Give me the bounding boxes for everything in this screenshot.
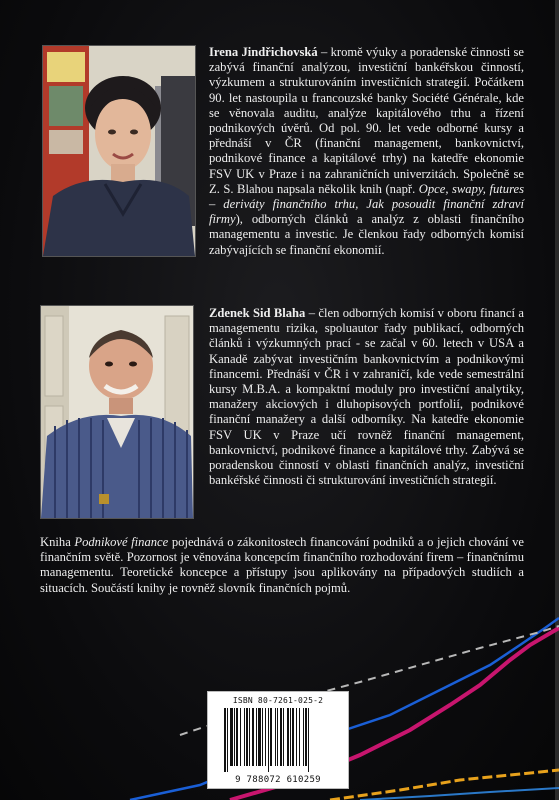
book-title: Podnikové finance — [74, 535, 169, 549]
barcode-bar — [256, 708, 257, 766]
summary-text: Kniha — [40, 535, 75, 549]
barcode-bar — [280, 708, 282, 766]
barcode-bar — [246, 708, 248, 766]
barcode-bar — [234, 708, 235, 766]
author-bio-text: – kromě výuky a poradenské činnosti se zabývá finanční analýzou, investiční bankéřskou činností, výzkumem a strukturováním investičních strategií. Počátkem 90. let nastoupila u francouzské banky Société Générale, kde se věnovala auditu, analýze kapitálového trhu a řízení podnikových úvěrů. Od pol. 90. let vede odborné kursy a přednáší v ČR (finanční management, bankovnictví, podnikové finance a kapitálové trhy) na katedře ekonomie FSV UK v Praze i na zahraničních univerzitách. Společně se Z. S. Blahou napsala několik knih (např. — [209, 45, 524, 196]
ean-barcode — [222, 708, 336, 772]
barcode-bar — [283, 708, 284, 766]
author-bio-blaha — [209, 306, 524, 488]
barcode-bar — [249, 708, 250, 766]
barcode-bar — [265, 708, 266, 766]
barcode-bar — [292, 708, 294, 766]
barcode-bar — [308, 708, 309, 772]
author-name: Zdenek Sid Blaha — [209, 306, 306, 320]
barcode-bar — [258, 708, 261, 766]
author-bio-text-end: ), odborných článků a analýz z oblasti finančního managementu a investic. Je členkou řady odborných komisí zabývajících se finanční ekonomií. — [209, 212, 524, 257]
barcode-bar — [299, 708, 300, 766]
barcode-bar — [290, 708, 291, 766]
lower-blue-line — [360, 788, 559, 800]
barcode-bar — [240, 708, 241, 766]
barcode-bar — [268, 708, 269, 772]
author-bio-book-titles: Opce, swapy, futures – deriváty finančního trhu, Jak posoudit finanční zdraví firmy — [209, 181, 524, 227]
barcode-bar — [244, 708, 245, 766]
author-photo-jindrichovska — [42, 45, 196, 257]
barcode-bar — [227, 708, 228, 772]
barcode-label — [207, 691, 349, 789]
orange-trend-line — [330, 770, 559, 800]
author-bio-jindrichovska — [209, 45, 524, 258]
barcode-bar — [296, 708, 297, 766]
barcode-bar — [270, 708, 272, 766]
book-summary — [40, 535, 524, 596]
barcode-bar — [262, 708, 263, 766]
barcode-bar — [224, 708, 226, 772]
author-bio-text: – člen odborných komisí v oboru financí a managementu rizika, spoluautor řady publikací, odborných článků i výzkumných prací - se začal v 60. letech v USA a Kanadě zabývat investičním bankovnictvím a podnikovými financemi. Přednáší v ČR i v zahraničí, kde vede semestrální kursy M.B.A. a kompaktní moduly pro investiční analytiky, manažery akciových i dluhopisových portfolií, podnikové finanční manažery a další odborníky. Na katedře ekonomie FSV UK v Praze učí rovněž finanční management, bankovnictví, podnikové finance a kapitálové trhy. Zabývá se poradenskou činností v oblasti finančních analýz, investiční bankéřské činnosti či strukturování investičních strategií. — [209, 306, 524, 488]
barcode-bar — [275, 708, 276, 766]
barcode-bar — [236, 708, 238, 766]
barcode-bar — [252, 708, 254, 766]
barcode-bar — [277, 708, 278, 766]
author-name: Irena Jindřichovská — [209, 45, 318, 59]
barcode-bar — [287, 708, 289, 766]
barcode-bar — [230, 708, 233, 766]
barcode-bar — [303, 708, 304, 766]
barcode-bar — [305, 708, 307, 766]
ean-digits: 9 788072 610259 — [235, 775, 321, 785]
author-photo-blaha — [40, 305, 194, 519]
isbn-number: ISBN 80-7261-025-2 — [232, 696, 324, 705]
summary-text-end: pojednává o zákonitostech financování podniků a o jejich chování ve finančním světě. Pozornost je věnována koncepcím finančního rozhodování firem – finančnímu managementu. Teoretické koncepce a přístupy jsou aplikovány na případových studiích a situacích. Součástí knihy je rovněž slovník finančních pojmů. — [40, 535, 524, 595]
